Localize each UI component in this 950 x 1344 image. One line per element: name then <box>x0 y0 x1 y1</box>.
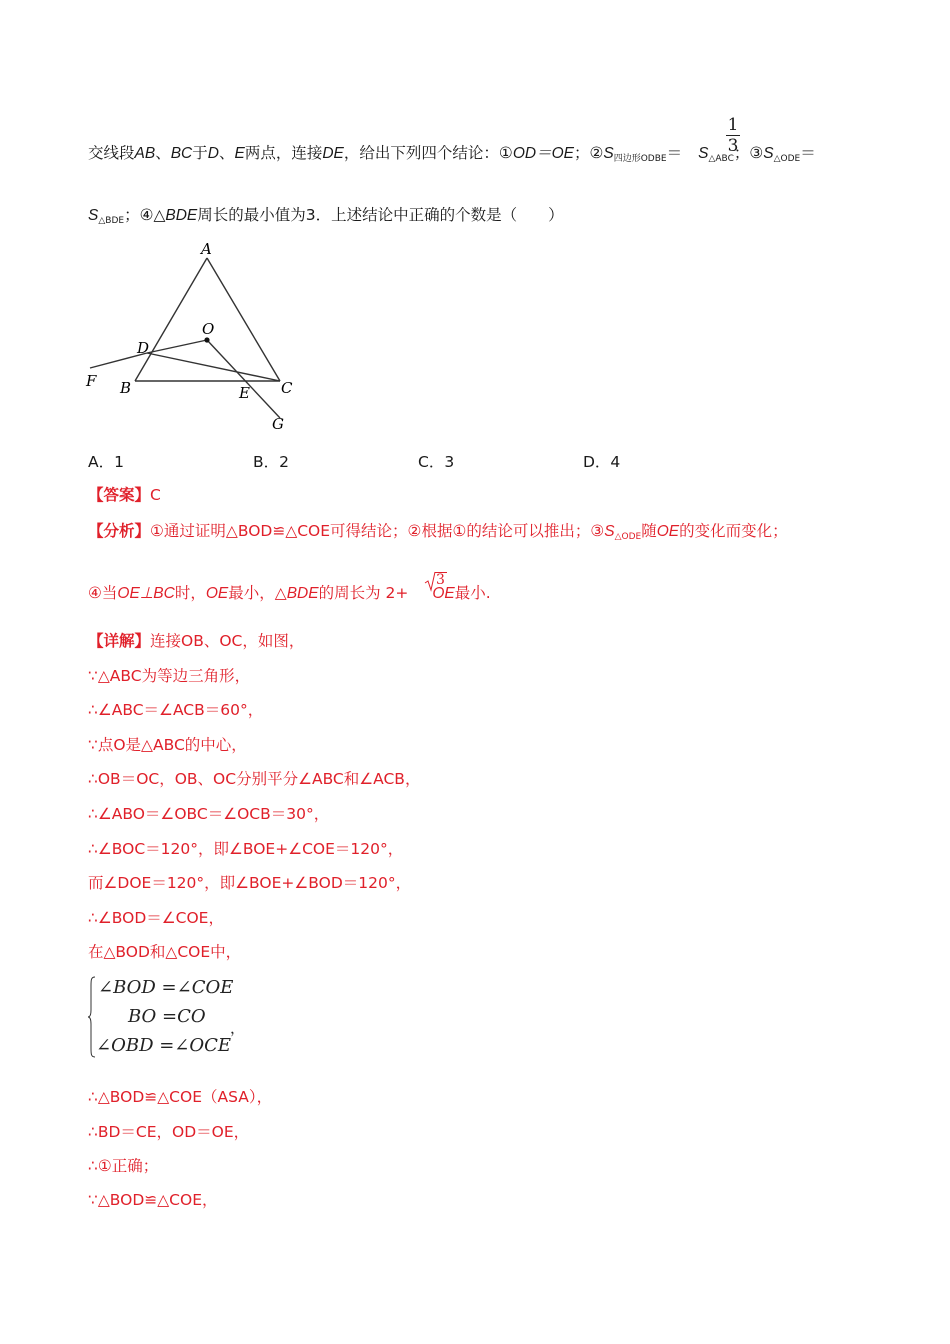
label-a: A <box>201 240 212 258</box>
side-ab <box>135 258 207 381</box>
q1-d: D <box>207 145 219 162</box>
analysis-s: S <box>604 523 615 540</box>
q1-text: 交线段 <box>88 144 135 162</box>
q1-eq2: ＝ <box>800 144 816 162</box>
option-c: C．3 <box>418 453 455 471</box>
q1-sep2: 、 <box>218 144 235 162</box>
answer-tag: 【答案】 <box>88 486 151 504</box>
q1-text4: ，给出下列四个结论：① <box>343 144 513 162</box>
q2-sub: △BDE <box>98 216 125 226</box>
detail-line-1: ∵△ABC为等边三角形， <box>88 667 251 685</box>
label-b: B <box>120 379 132 397</box>
q1-s: S <box>603 145 614 162</box>
equation-row-3: ∠OBD =∠OCE <box>96 1035 232 1056</box>
q1-eq: ＝ <box>666 144 683 162</box>
label-g: G <box>272 415 284 433</box>
radical-sign-icon <box>424 570 436 592</box>
detail-line-9: 在△BOD和△COE中， <box>88 943 242 961</box>
option-a: A．1 <box>88 453 124 471</box>
analysis-line-1 <box>88 520 788 548</box>
q1-text6: ；③ <box>733 144 764 162</box>
q1-text2: 于 <box>192 144 208 162</box>
question-line-2 <box>88 204 564 232</box>
analysis-text-2a: ④当 <box>88 584 118 602</box>
q1-sub1: 四边形ODBE <box>613 154 667 164</box>
q1-de: DE <box>322 145 344 162</box>
detail-text-0: 连接OB、OC，如图， <box>150 632 305 650</box>
option-b: B．2 <box>253 453 289 471</box>
point-o <box>204 337 209 342</box>
label-d: D <box>137 339 150 357</box>
q1-bc: BC <box>170 145 193 162</box>
q1-e: E <box>234 145 245 162</box>
analysis-oe: OE <box>656 523 680 540</box>
q1-sub2: △ABC <box>708 154 734 164</box>
triangle-figure <box>80 238 320 438</box>
analysis-text-2i: 最小. <box>454 584 491 602</box>
q2-bde: BDE <box>165 207 198 224</box>
detail-line-8: ∴∠BOD＝∠COE， <box>88 909 224 927</box>
detail-line-3: ∵点O是△ABC的中心， <box>88 736 247 754</box>
q1-s2: S <box>698 145 709 162</box>
q1-s3: S <box>763 145 774 162</box>
detail-line-5: ∴∠ABO＝∠OBC＝∠OCB＝30°， <box>88 805 330 823</box>
equation-row-2: BO =CO <box>128 1006 206 1027</box>
q1-text3: 两点，连接 <box>244 144 323 162</box>
detail-after-2: ∴①正确； <box>88 1157 159 1175</box>
label-e: E <box>239 384 250 402</box>
analysis-tag: 【分析】 <box>88 522 151 540</box>
analysis-text-1: ①通过证明△BOD≌△COE可得结论；②根据①的结论可以推出；③ <box>150 522 605 540</box>
answer-line <box>88 484 161 506</box>
sqrt-radicand: 3 <box>436 572 445 588</box>
label-c: C <box>281 379 293 397</box>
detail-line-0 <box>88 630 304 652</box>
sqrt-three <box>424 570 448 592</box>
analysis-text-2e: 最小，△ <box>228 584 287 602</box>
q1-text5: ；② <box>573 144 604 162</box>
system-comma: ， <box>230 1019 246 1037</box>
analysis-text-2h: OE <box>432 585 455 602</box>
analysis-text-2f: BDE <box>286 585 319 602</box>
detail-line-7: 而∠DOE＝120°，即∠BOE+∠BOD＝120°， <box>88 874 412 892</box>
detail-after-3: ∵△BOD≌△COE， <box>88 1191 218 1209</box>
q1-sub3: △ODE <box>773 154 801 164</box>
analysis-text-2c: 时， <box>174 584 206 602</box>
analysis-text-1c: 的变化而变化； <box>679 522 788 540</box>
q1-od-oe: OD＝OE <box>512 145 574 162</box>
fraction-one-third <box>726 115 740 156</box>
analysis-text-1b: 随 <box>641 522 657 540</box>
detail-after-1: ∴BD＝CE，OD＝OE， <box>88 1123 250 1141</box>
label-f: F <box>86 372 97 390</box>
side-ac <box>207 258 280 381</box>
label-o: O <box>202 320 215 338</box>
equation-row-1: ∠BOD =∠COE <box>98 977 234 998</box>
analysis-text-2g: 的周长为 2+ <box>318 584 409 602</box>
detail-line-2: ∴∠ABC＝∠ACB＝60°， <box>88 701 264 719</box>
q1-sep: 、 <box>155 144 171 162</box>
analysis-text-2b: OE⊥BC <box>117 585 175 602</box>
fraction-denominator: 3 <box>727 136 739 156</box>
question-line-1 <box>88 142 816 170</box>
fraction-numerator: 1 <box>727 115 739 135</box>
answer-value: C <box>150 486 161 504</box>
q2-s: S <box>88 207 99 224</box>
q2-text: ；④△ <box>124 206 166 224</box>
detail-line-4: ∴OB＝OC，OB、OC分别平分∠ABC和∠ACB， <box>88 770 421 788</box>
left-brace-icon <box>88 976 96 1058</box>
detail-line-6: ∴∠BOC＝120°，即∠BOE+∠COE＝120°， <box>88 840 404 858</box>
detail-tag: 【详解】 <box>88 632 151 650</box>
q2-text2: 周长的最小值为3．上述结论中正确的个数是（ ） <box>197 206 564 224</box>
line-dc <box>147 353 280 381</box>
option-d: D．4 <box>583 453 621 471</box>
q1-ab: AB <box>134 145 156 162</box>
detail-after-0: ∴△BOD≌△COE（ASA）， <box>88 1088 273 1106</box>
analysis-text-2d: OE <box>205 585 229 602</box>
analysis-sub: △ODE <box>614 532 642 542</box>
